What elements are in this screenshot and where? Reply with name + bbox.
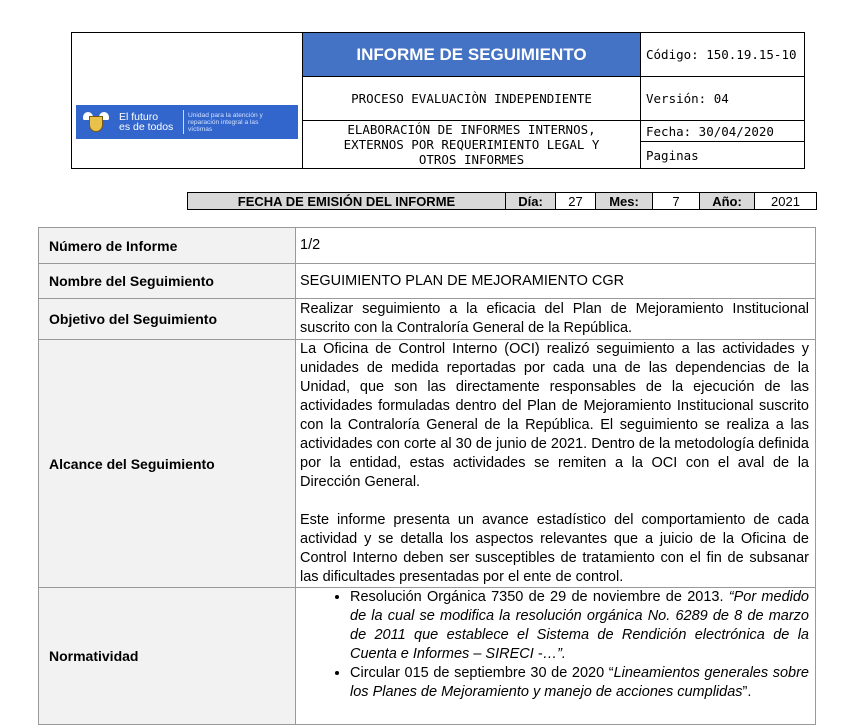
- year-label: Año:: [700, 193, 755, 209]
- logo: [76, 105, 298, 139]
- report-number-value: 1/2: [296, 228, 816, 264]
- table-row: [39, 264, 816, 299]
- list-item: • Circular 015 de septiembre 30 de 2020 “Lineamientos generales sobre los Planes de Mejoramiento y manejo de acciones cumplidas”.: [350, 664, 809, 702]
- coat-of-arms-icon: [81, 108, 111, 136]
- logo-text: El futuro es de todos: [119, 111, 174, 133]
- table-row: [39, 340, 816, 588]
- tracking-name-value: SEGUIMIENTO PLAN DE MEJORAMIENTO CGR: [296, 264, 816, 299]
- regulations-list: [300, 588, 809, 702]
- objective-value: Realizar seguimiento a la eficacia del Plan de Mejoramiento Institucional suscrito con la Contraloría General de la República.: [296, 299, 816, 340]
- objective-label: Objetivo del Seguimiento: [39, 299, 296, 340]
- scope-label: Alcance del Seguimiento: [39, 340, 296, 588]
- tracking-name-label: Nombre del Seguimiento: [39, 264, 296, 299]
- document-title: INFORME DE SEGUIMIENTO: [302, 32, 641, 77]
- month-value: 7: [653, 193, 700, 209]
- list-item: • Resolución Orgánica 7350 de 29 de noviembre de 2013. “Por medido de la cual se modifica la resolución orgánica No. 6289 de 8 de marzo de 2011 que establece el Sistema de Rendición electrónica de la Cuenta e Informes – SIRECI -…”.: [350, 588, 809, 664]
- year-value: 2021: [771, 193, 800, 209]
- date-field: Fecha: 30/04/2020: [640, 120, 805, 142]
- regulations-value: [296, 588, 816, 725]
- process-name: PROCESO EVALUACIÒN INDEPENDIENTE: [302, 76, 641, 121]
- logo-divider: [183, 110, 184, 134]
- logo-cell: [71, 32, 303, 169]
- regulations-label: Normatividad: [39, 588, 296, 725]
- report-info-table: [38, 227, 816, 725]
- version-field: Versión: 04: [640, 76, 805, 121]
- pages-field: Paginas: [640, 141, 805, 169]
- table-row: [39, 588, 816, 725]
- logo-unit-text: Unidad para la atención y reparación integral a las víctimas: [188, 111, 263, 133]
- code-field: Código: 150.19.15-10: [640, 32, 805, 77]
- day-label: Día:: [506, 193, 556, 209]
- scope-paragraph-1: La Oficina de Control Interno (OCI) realizó seguimiento a las actividades y unidades de medida reportadas por cada una de las dependencias de la Unidad, que son las directamente responsables de la ejecución de las actividades formuladas dentro del Plan de Mejoramiento Institucional suscrito con la Contraloría General de la República. El seguimiento se realiza a las actividades con corte al 30 de junio de 2021. Dentro de la metodología definida por la entidad, estas actividades se remiten a la OCI con el aval de la Dirección General.: [300, 341, 809, 490]
- scope-paragraph-2: Este informe presenta un avance estadístico del comportamiento de cada actividad y se detalla los aspectos relevantes que a juicio de la Oficina de Control Interno deben ser susceptibles de tratamiento con el fin de subsanar las dificultades presentadas por el ente de control.: [300, 512, 809, 585]
- day-value: 27: [556, 193, 596, 209]
- report-number-label: Número de Informe: [39, 228, 296, 264]
- month-label: Mes:: [596, 193, 653, 209]
- subprocess-name: ELABORACIÓN DE INFORMES INTERNOS, EXTERNOS POR REQUERIMIENTO LEGAL Y OTROS INFORMES: [302, 120, 641, 169]
- issue-date-label: FECHA DE EMISIÓN DEL INFORME: [188, 193, 506, 209]
- table-row: [39, 299, 816, 340]
- scope-value: [296, 340, 816, 588]
- table-row: [39, 228, 816, 264]
- issue-date-row: [187, 192, 817, 210]
